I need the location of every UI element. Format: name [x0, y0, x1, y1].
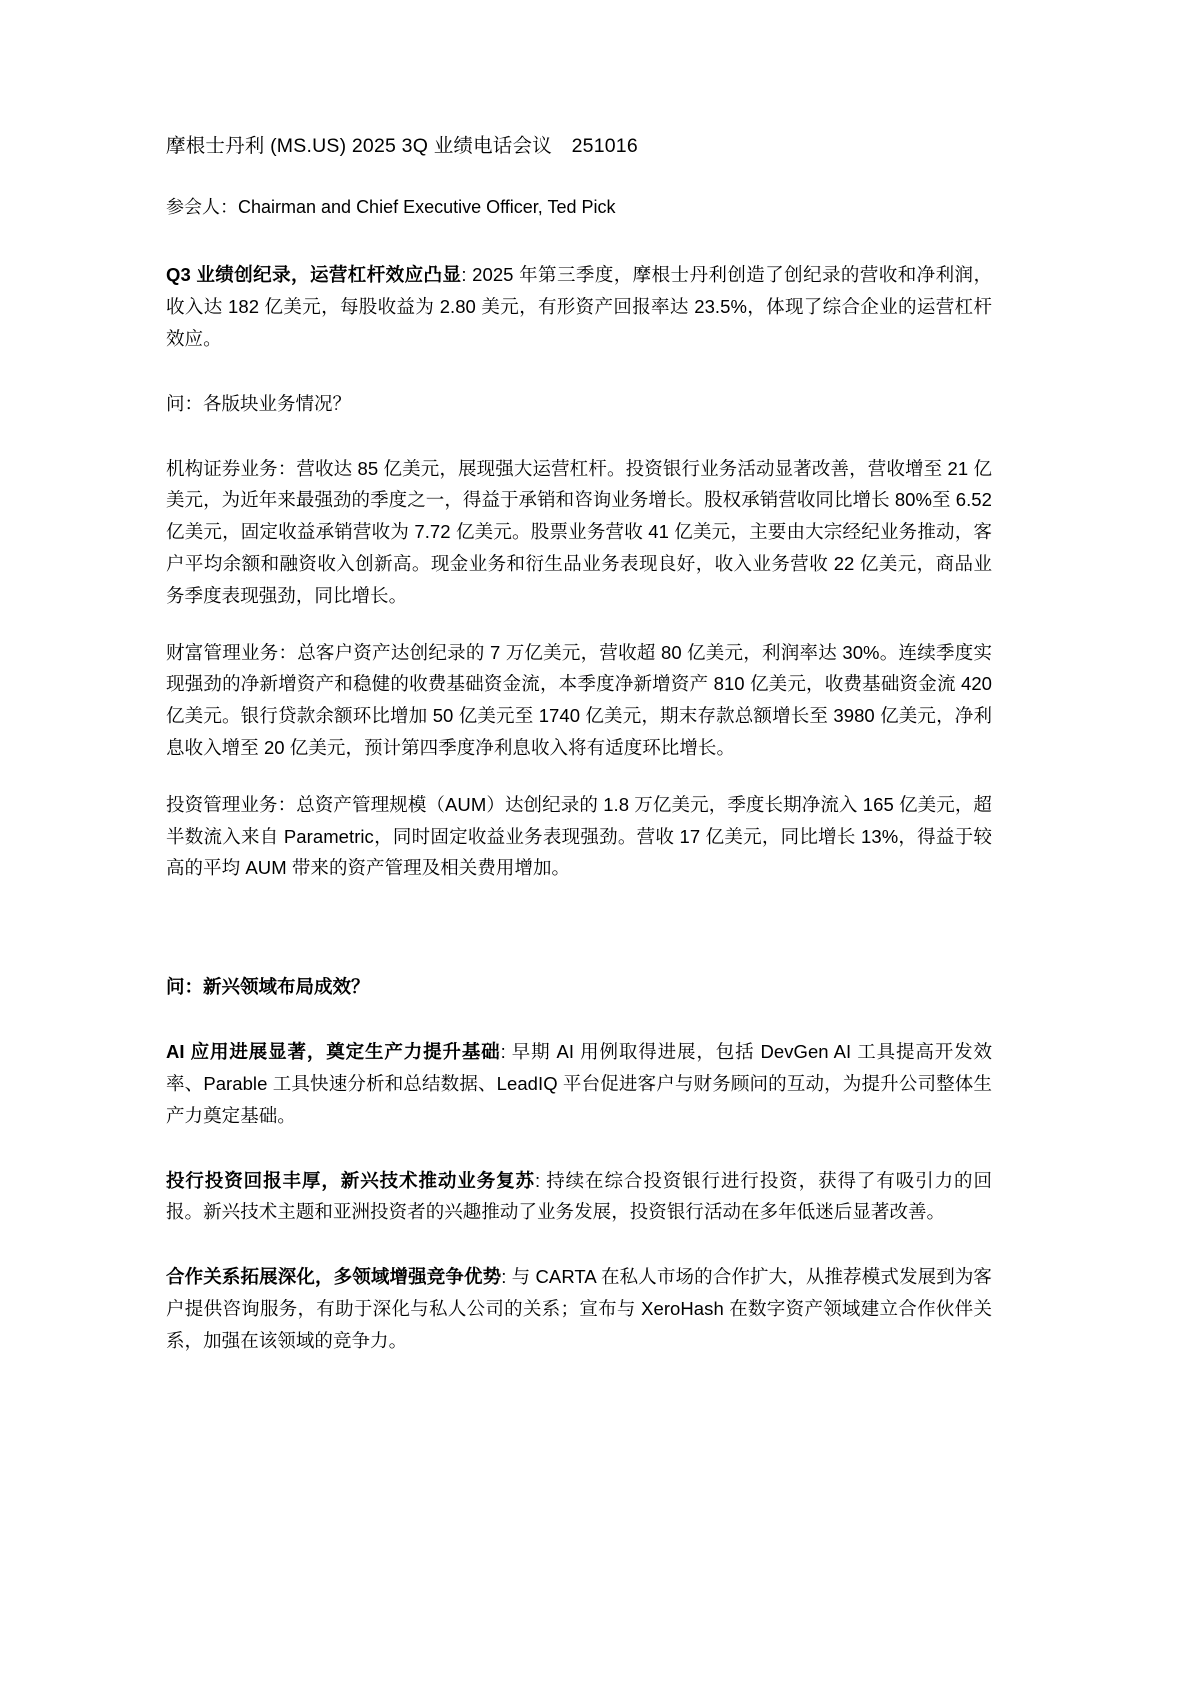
document-body	[166, 132, 992, 1382]
spacer	[166, 445, 992, 453]
paragraph-ai-progress-body: : 早期 AI 用例取得进展，包括 DevGen AI 工具提高开发效率、Parable 工具快速分析和总结数据、LeadIQ 平台促进客户与财务顾问的互动，为提升公司整体生产力奠定基础。	[166, 1041, 992, 1126]
paragraph-ai-progress	[166, 1036, 992, 1131]
paragraph-partnerships-body: : 与 CARTA 在私人市场的合作扩大，从推荐模式发展到为客户提供咨询服务，有助于深化与私人公司的关系；宣布与 XeroHash 在数字资产领域建立合作伙伴关系，加强在该领域的竞争力。	[166, 1266, 992, 1351]
paragraph-investment-management-lead: 投资管理业务：	[166, 793, 297, 815]
paragraph-institutional-securities-lead: 机构证券业务：	[166, 457, 297, 479]
question-business-segments: 问：各版块业务情况？	[166, 392, 352, 414]
paragraph-wealth-management-body: 总客户资产达创纪录的 7 万亿美元，营收超 80 亿美元，利润率达 30%。连续季度实现强劲的净新增资产和稳健的收费基础资金流，本季度净新增资产 810 亿美元，收费基础资金流 420 亿美元。银行贷款余额环比增加 50 亿美元至 1740 亿美元，期末存款总额增长至 3980 亿美元，净利息收入增至 20 亿美元，预计第四季度净利息收入将有适度环比增长。	[166, 641, 992, 758]
paragraph-wealth-management-lead: 财富管理业务：	[166, 641, 298, 663]
paragraph-q3-highlight-body: : 2025 年第三季度，摩根士丹利创造了创纪录的营收和净利润，收入达 182 亿美元，每股收益为 2.80 美元，有形资产回报率达 23.5%，体现了综合企业的运营杠杆效应。	[166, 264, 993, 349]
paragraph-ai-progress-lead: AI 应用进展显著，奠定生产力提升基础	[166, 1041, 501, 1063]
spacer	[166, 380, 992, 388]
spacer	[166, 1253, 992, 1261]
spacer	[166, 1028, 992, 1036]
paragraph-institutional-securities	[166, 453, 992, 612]
question-emerging-areas: 问：新兴领域布局成效？	[166, 976, 370, 998]
paragraph-institutional-securities-body: 营收达 85 亿美元，展现强大运营杠杆。投资银行业务活动显著改善，营收增至 21 亿美元，为近年来最强劲的季度之一，得益于承销和咨询业务增长。股权承销营收同比增长 80%至 6.52 亿美元，固定收益承销营收为 7.72 亿美元。股票业务营收 41 亿美元，主要由大宗经纪业务推动，客户平均余额和融资收入创新高。现金业务和衍生品业务表现良好，收入业务营收 22 亿美元，商品业务季度表现强劲，同比增长。	[166, 457, 992, 606]
paragraph-partnerships-lead: 合作关系拓展深化，多领域增强竞争优势	[166, 1266, 502, 1288]
paragraph-q3-highlight-lead: Q3 业绩创纪录，运营杠杆效应凸显	[166, 264, 462, 286]
section-gap	[166, 909, 992, 971]
page-title: 摩根士丹利 (MS.US) 2025 3Q 业绩电话会议 251016	[166, 135, 638, 157]
participants-line: 参会人：Chairman and Chief Executive Officer, Ted Pick	[166, 197, 616, 218]
paragraph-ib-returns-lead: 投行投资回报丰厚，新兴技术推动业务复苏	[166, 1169, 535, 1191]
paragraph-partnerships	[166, 1261, 992, 1356]
paragraph-ib-returns-body: : 持续在综合投资银行进行投资，获得了有吸引力的回报。新兴技术主题和亚洲投资者的兴趣推动了业务发展，投资银行活动在多年低迷后显著改善。	[166, 1169, 992, 1223]
paragraph-wealth-management	[166, 637, 992, 764]
spacer	[166, 1157, 992, 1165]
paragraph-q3-highlight	[166, 259, 992, 354]
paragraph-investment-management-body: 总资产管理规模（AUM）达创纪录的 1.8 万亿美元，季度长期净流入 165 亿美元，超半数流入来自 Parametric，同时固定收益业务表现强劲。营收 17 亿美元，同比增长 13%，得益于较高的平均 AUM 带来的资产管理及相关费用增加。	[166, 793, 992, 879]
paragraph-investment-management	[166, 789, 992, 884]
paragraph-ib-returns	[166, 1165, 992, 1229]
